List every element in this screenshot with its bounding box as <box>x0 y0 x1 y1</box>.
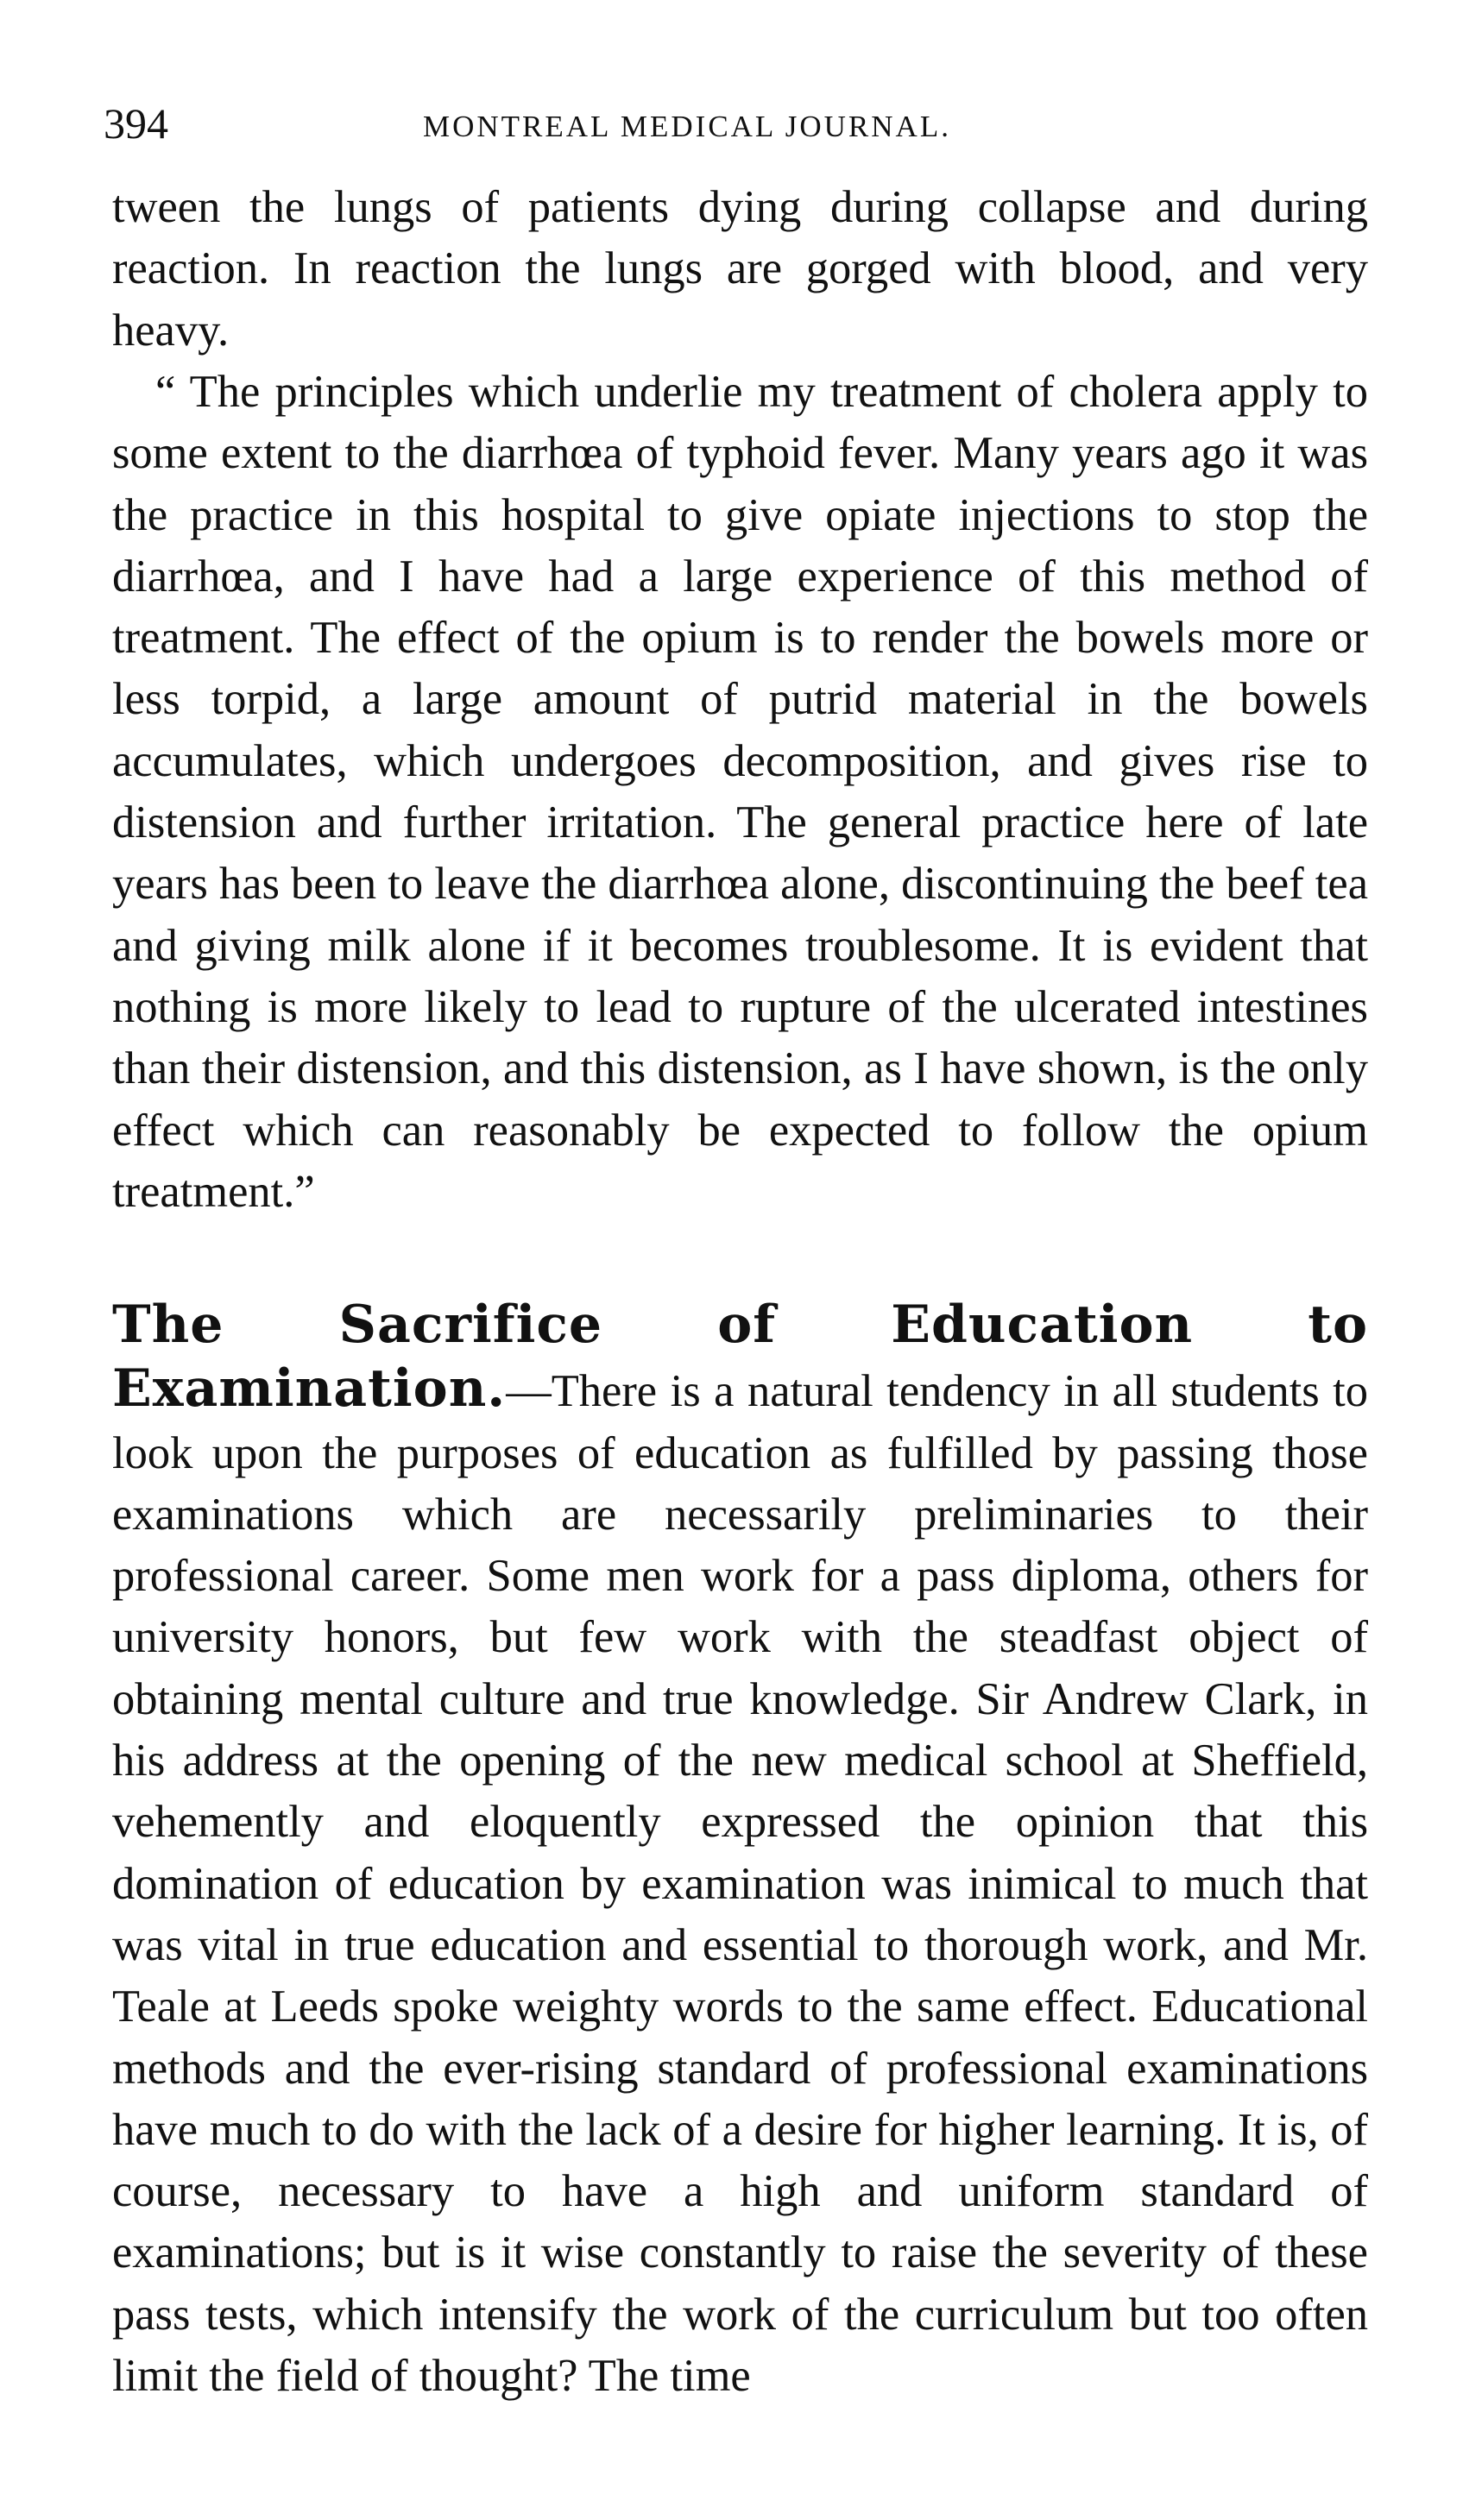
running-title: MONTREAL MEDICAL JOURNAL. <box>423 110 951 143</box>
section-text: —There is a natural tendency in all students to look upon the purposes of education as fulfilled by passing those examinations which are necessarily preliminaries to their professional career. Some men work for a pass diploma, others for university honors, but few work with the steadfast object of obtaining mental culture and true knowledge. Sir Andrew Clark, in his address at the opening of the new medical school at Sheffield, vehemently and eloquently expressed the opinion that this domination of education by examination was inimical to much that was vital in true education and essential to thorough work, and Mr. Teale at Leeds spoke weighty words to the same effect. Educational methods and the ever-rising standard of professional examinations have much to do with the lack of a desire for higher learning. It is, of course, necessary to have a high and uniform standard of examinations; but is it wise constantly to raise the severity of these pass tests, which intensify the work of the curriculum but too often limit the field of thought? The time <box>112 1366 1368 2402</box>
page-number: 394 <box>104 99 168 148</box>
section-heading: The Sacrifice of Education to Examination. <box>112 1295 1368 1420</box>
paragraph-continuation: tween the lungs of patients dying during collapse and during reaction. In reaction the lungs are gorged with blood, and very heavy. <box>112 182 1368 356</box>
paragraph-quotation: “ The principles which underlie my treatment of cholera apply to some extent to the diarrhœa of typhoid fever. Many years ago it was the practice in this hospital to give opiate injections to stop the diarrhœa, and I have had a large experience of this method of treatment. The effect of the opium is to render the bowels more or less torpid, a large amount of putrid material in the bowels accumulates, which undergoes decomposition, and gives rise to distension and further irritation. The general practice here of late years has been to leave the diarrhœa alone, discontinuing the beef tea and giving milk alone if it becomes troublesome. It is evident that nothing is more likely to lead to rupture of the ulcerated intestines than their distension, and this distension, as I have shown, is the only effect which can reasonably be expected to follow the opium treatment.” <box>112 367 1368 1217</box>
page-header <box>104 93 1381 154</box>
section-paragraph <box>112 1295 1368 2407</box>
